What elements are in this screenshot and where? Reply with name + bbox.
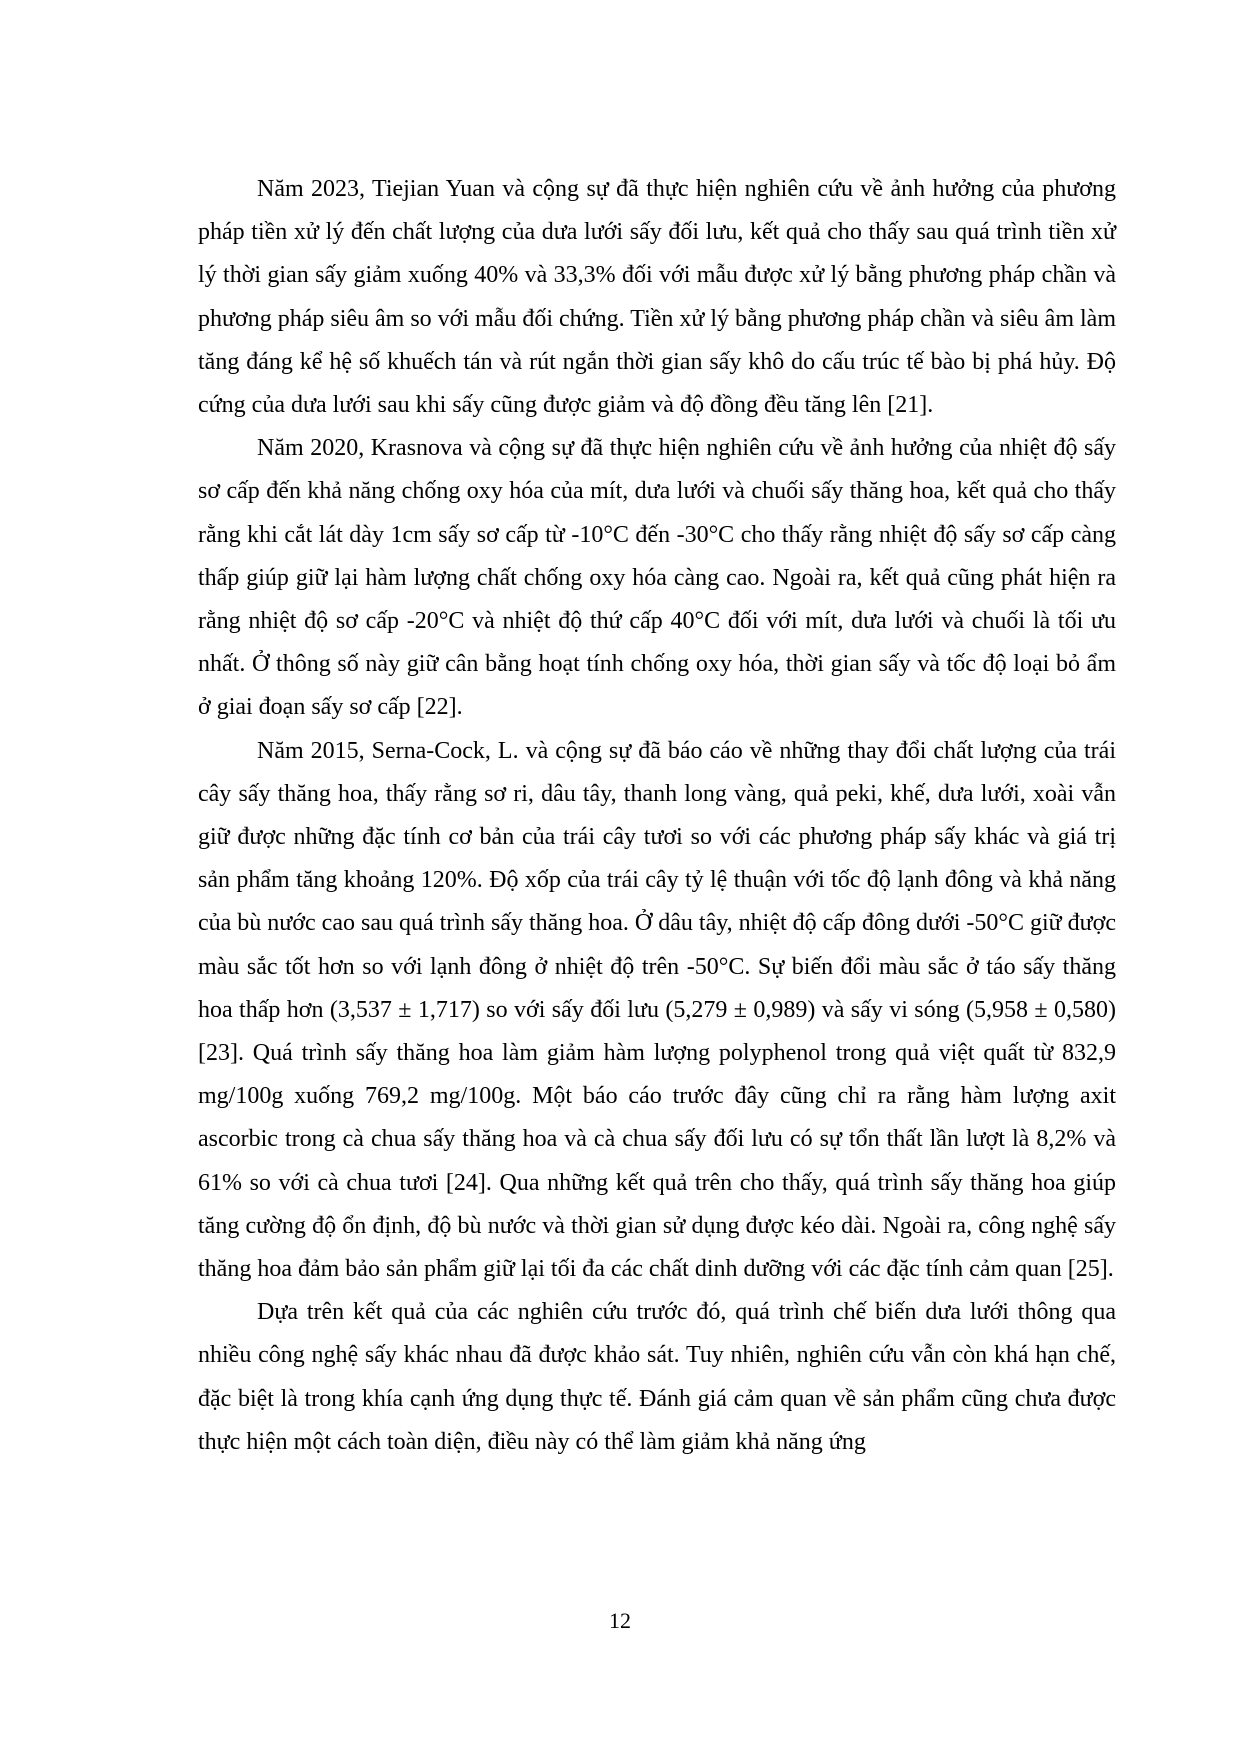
body-text (198, 168, 1116, 1464)
paragraph-summary: Dựa trên kết quả của các nghiên cứu trước đó, quá trình chế biến dưa lưới thông qua nhiều công nghệ sấy khác nhau đã được khảo sát. Tuy nhiên, nghiên cứu vẫn còn khá hạn chế, đặc biệt là trong khía cạnh ứng dụng thực tế. Đánh giá cảm quan về sản phẩm cũng chưa được thực hiện một cách toàn diện, điều này có thể làm giảm khả năng ứng (198, 1299, 1116, 1455)
page-number: 12 (609, 1608, 631, 1633)
paragraph-serna-cock-2015: Năm 2015, Serna-Cock, L. và cộng sự đã báo cáo về những thay đổi chất lượng của trái cây sấy thăng hoa, thấy rằng sơ ri, dâu tây, thanh long vàng, quả peki, khế, dưa lưới, xoài vẫn giữ được những đặc tính cơ bản của trái cây tươi so với các phương pháp sấy khác và giá trị sản phẩm tăng khoảng 120%. Độ xốp của trái cây tỷ lệ thuận với tốc độ lạnh đông và khả năng của bù nước cao sau quá trình sấy thăng hoa. Ở dâu tây, nhiệt độ cấp đông dưới -50°C giữ được màu sắc tốt hơn so với lạnh đông ở nhiệt độ trên -50°C. Sự biến đổi màu sắc ở táo sấy thăng hoa thấp hơn (3,537 ± 1,717) so với sấy đối lưu (5,279 ± 0,989) và sấy vi sóng (5,958 ± 0,580) [23]. Quá trình sấy thăng hoa làm giảm hàm lượng polyphenol trong quả việt quất từ 832,9 mg/100g xuống 769,2 mg/100g. Một báo cáo trước đây cũng chỉ ra rằng hàm lượng axit ascorbic trong cà chua sấy thăng hoa và cà chua sấy đối lưu có sự tổn thất lần lượt là 8,2% và 61% so với cà chua tươi [24]. Qua những kết quả trên cho thấy, quá trình sấy thăng hoa giúp tăng cường độ ổn định, độ bù nước và thời gian sử dụng được kéo dài. Ngoài ra, công nghệ sấy thăng hoa đảm bảo sản phẩm giữ lại tối đa các chất dinh dưỡng với các đặc tính cảm quan [25]. (198, 737, 1116, 1283)
paragraph-tiejian-yuan-2023: Năm 2023, Tiejian Yuan và cộng sự đã thực hiện nghiên cứu về ảnh hưởng của phương pháp tiền xử lý đến chất lượng của dưa lưới sấy đối lưu, kết quả cho thấy sau quá trình tiền xử lý thời gian sấy giảm xuống 40% và 33,3% đối với mẫu được xử lý bằng phương pháp chần và phương pháp siêu âm so với mẫu đối chứng. Tiền xử lý bằng phương pháp chần và siêu âm làm tăng đáng kể hệ số khuếch tán và rút ngắn thời gian sấy khô do cấu trúc tế bào bị phá hủy. Độ cứng của dưa lưới sau khi sấy cũng được giảm và độ đồng đều tăng lên [21]. (198, 176, 1116, 419)
paragraph-krasnova-2020: Năm 2020, Krasnova và cộng sự đã thực hiện nghiên cứu về ảnh hưởng của nhiệt độ sấy sơ cấp đến khả năng chống oxy hóa của mít, dưa lưới và chuối sấy thăng hoa, kết quả cho thấy rằng khi cắt lát dày 1cm sấy sơ cấp từ -10°C đến -30°C cho thấy rằng nhiệt độ sấy sơ cấp càng thấp giúp giữ lại hàm lượng chất chống oxy hóa càng cao. Ngoài ra, kết quả cũng phát hiện ra rằng nhiệt độ sơ cấp -20°C và nhiệt độ thứ cấp 40°C đối với mít, dưa lưới và chuối là tối ưu nhất. Ở thông số này giữ cân bằng hoạt tính chống oxy hóa, thời gian sấy và tốc độ loại bỏ ẩm ở giai đoạn sấy sơ cấp [22]. (198, 435, 1116, 721)
